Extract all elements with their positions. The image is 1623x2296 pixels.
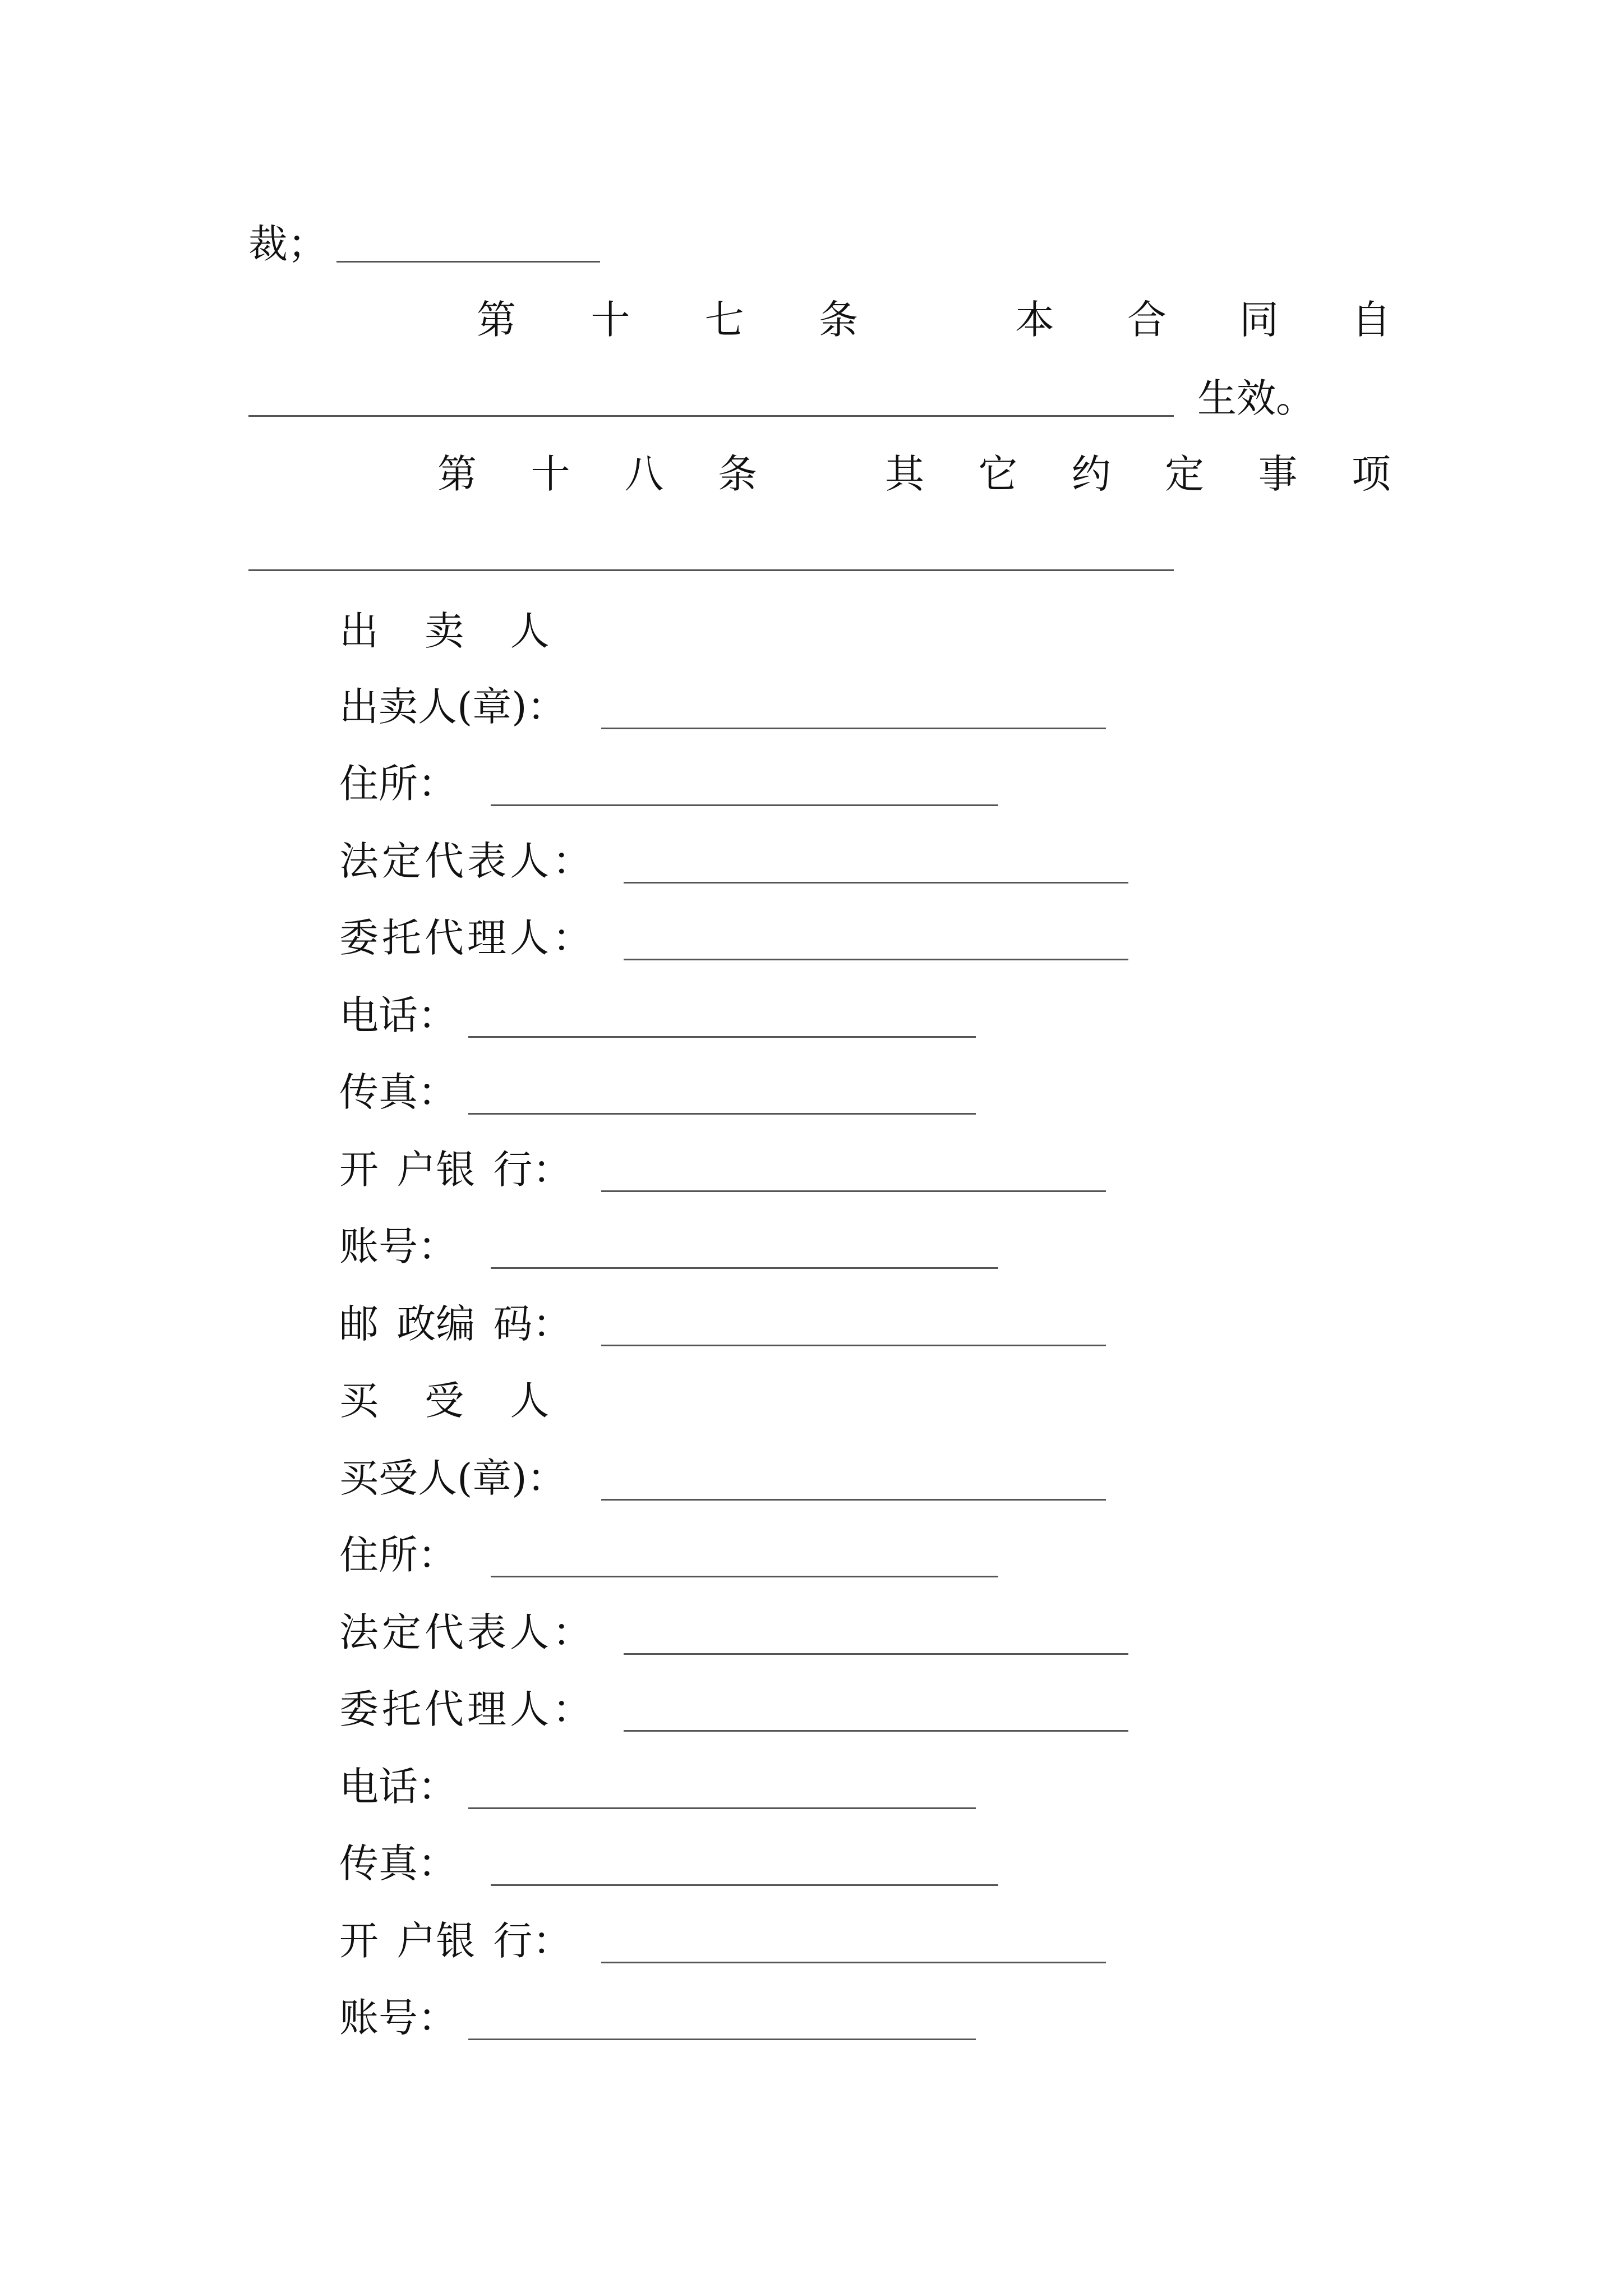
seller-heading: 出 卖 人 bbox=[339, 608, 566, 654]
seller-phone-field[interactable] bbox=[468, 1036, 976, 1038]
art17-content-char: 合 bbox=[1127, 297, 1166, 343]
art17-content-char: 本 bbox=[1015, 297, 1054, 343]
buyer-seal-field[interactable] bbox=[601, 1499, 1106, 1501]
arbitration-blank[interactable] bbox=[336, 261, 600, 263]
art18-label-char: 条 bbox=[717, 451, 757, 497]
seller-bank-label: 开 户银 行： bbox=[339, 1147, 572, 1193]
intro-text: 裁； bbox=[248, 221, 327, 267]
seller-account-label: 账号： bbox=[339, 1223, 457, 1269]
art17-label-char: 七 bbox=[704, 297, 744, 343]
buyer-address-field[interactable] bbox=[491, 1576, 998, 1577]
art18-content bbox=[885, 451, 1391, 497]
buyer-phone-label: 电话： bbox=[339, 1764, 457, 1810]
seller-bank-field[interactable] bbox=[601, 1190, 1106, 1192]
art18-content-char: 其 bbox=[885, 451, 924, 497]
art17-label-char: 十 bbox=[591, 297, 630, 343]
seller-postcode-field[interactable] bbox=[601, 1345, 1106, 1346]
seller-address-field[interactable] bbox=[491, 804, 998, 806]
buyer-account-field[interactable] bbox=[468, 2039, 976, 2040]
buyer-legal-rep-label: 法定代表人： bbox=[339, 1609, 595, 1655]
seller-fax-field[interactable] bbox=[468, 1113, 976, 1115]
buyer-bank-label: 开 户银 行： bbox=[339, 1918, 572, 1964]
buyer-fax-label: 传真： bbox=[339, 1841, 457, 1887]
seller-postcode-label: 邮 政编 码： bbox=[339, 1301, 572, 1347]
seller-legal-rep-label: 法定代表人： bbox=[339, 838, 595, 884]
seller-account-field[interactable] bbox=[491, 1267, 998, 1269]
art17-label-char: 第 bbox=[477, 297, 516, 343]
buyer-account-label: 账号： bbox=[339, 1995, 457, 2041]
art17-suffix: 生效。 bbox=[1197, 375, 1315, 421]
art18-content-char: 定 bbox=[1165, 451, 1205, 497]
buyer-heading: 买 受 人 bbox=[339, 1378, 566, 1424]
seller-agent-field[interactable] bbox=[624, 959, 1128, 960]
seller-phone-label: 电话： bbox=[339, 992, 457, 1038]
art18-label bbox=[437, 451, 757, 497]
seller-address-label: 住所： bbox=[339, 761, 457, 807]
effective-date-blank[interactable] bbox=[248, 415, 1174, 417]
other-matters-blank[interactable] bbox=[248, 569, 1174, 571]
art18-content-char: 项 bbox=[1351, 451, 1391, 497]
buyer-agent-field[interactable] bbox=[624, 1730, 1128, 1732]
seller-seal-label: 出卖人(章)： bbox=[339, 684, 566, 730]
buyer-phone-field[interactable] bbox=[468, 1807, 976, 1809]
art18-label-char: 十 bbox=[531, 451, 570, 497]
buyer-legal-rep-field[interactable] bbox=[624, 1653, 1128, 1655]
art17-label-char: 条 bbox=[818, 297, 858, 343]
buyer-seal-label: 买受人(章)： bbox=[339, 1455, 566, 1501]
buyer-fax-field[interactable] bbox=[491, 1884, 998, 1886]
art17-content bbox=[1015, 297, 1391, 343]
art17-content-char: 自 bbox=[1352, 297, 1391, 343]
buyer-address-label: 住所： bbox=[339, 1532, 457, 1578]
seller-fax-label: 传真： bbox=[339, 1069, 457, 1115]
buyer-bank-field[interactable] bbox=[601, 1962, 1106, 1963]
buyer-agent-label: 委托代理人： bbox=[339, 1686, 595, 1732]
seller-legal-rep-field[interactable] bbox=[624, 882, 1128, 884]
art18-label-char: 第 bbox=[437, 451, 477, 497]
art17-label bbox=[477, 297, 858, 343]
art17-content-char: 同 bbox=[1239, 297, 1279, 343]
art18-content-char: 事 bbox=[1258, 451, 1298, 497]
art18-content-char: 约 bbox=[1071, 451, 1111, 497]
seller-seal-field[interactable] bbox=[601, 728, 1106, 729]
art18-label-char: 八 bbox=[624, 451, 664, 497]
seller-agent-label: 委托代理人： bbox=[339, 915, 595, 961]
art18-content-char: 它 bbox=[978, 451, 1018, 497]
